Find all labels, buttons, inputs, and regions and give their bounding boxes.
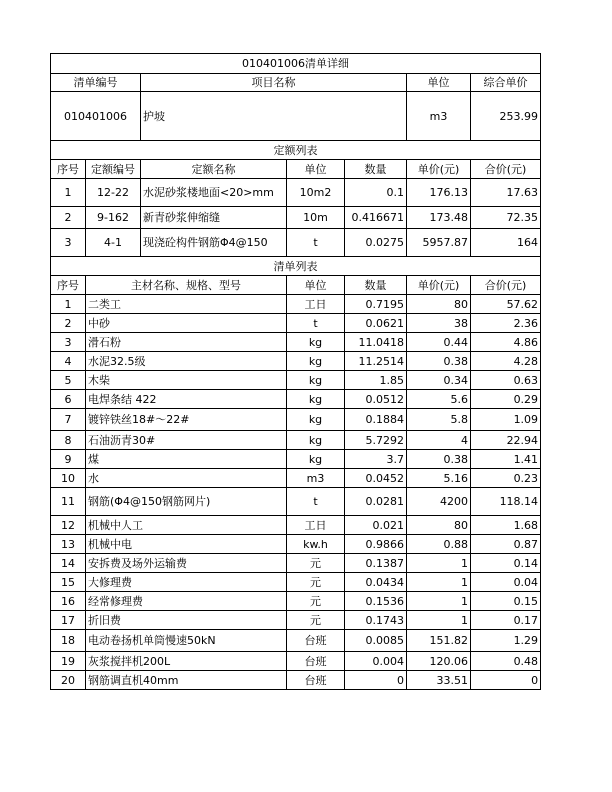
material-qty: 0.1743 bbox=[345, 611, 407, 630]
table-row bbox=[51, 592, 541, 611]
material-name: 机械中电 bbox=[86, 535, 287, 554]
material-unit: kg bbox=[287, 450, 345, 469]
material-no: 17 bbox=[51, 611, 86, 630]
quota-row: 2 9-162 新青砂浆伸缩缝 10m 0.416671 173.48 72.35 bbox=[51, 207, 541, 229]
material-name: 中砂 bbox=[86, 314, 287, 333]
material-no: 14 bbox=[51, 554, 86, 573]
material-unit: 元 bbox=[287, 611, 345, 630]
material-unit: kg bbox=[287, 409, 345, 431]
col-header-price: 综合单价 bbox=[471, 74, 541, 92]
material-no: 16 bbox=[51, 592, 86, 611]
material-qty: 5.7292 bbox=[345, 431, 407, 450]
table-row bbox=[51, 295, 541, 314]
table-row bbox=[51, 516, 541, 535]
table-row bbox=[51, 409, 541, 431]
quota-col-qty: 数量 bbox=[345, 160, 407, 179]
materials-col-qty: 数量 bbox=[345, 276, 407, 295]
material-name: 钢筋(Φ4@150钢筋网片) bbox=[86, 488, 287, 516]
material-total: 1.68 bbox=[471, 516, 541, 535]
material-unit: 工日 bbox=[287, 295, 345, 314]
material-price: 0.38 bbox=[407, 352, 471, 371]
bill-unit: m3 bbox=[407, 92, 471, 141]
material-unit: t bbox=[287, 488, 345, 516]
material-total: 0.14 bbox=[471, 554, 541, 573]
material-qty: 0.0281 bbox=[345, 488, 407, 516]
material-name: 木柴 bbox=[86, 371, 287, 390]
material-total: 0.29 bbox=[471, 390, 541, 409]
material-price: 120.06 bbox=[407, 652, 471, 671]
material-total: 0.04 bbox=[471, 573, 541, 592]
material-price: 5.8 bbox=[407, 409, 471, 431]
material-no: 6 bbox=[51, 390, 86, 409]
material-unit: kg bbox=[287, 390, 345, 409]
material-qty: 3.7 bbox=[345, 450, 407, 469]
table-row bbox=[51, 671, 541, 690]
table-row bbox=[51, 450, 541, 469]
materials-col-name: 主材名称、规格、型号 bbox=[86, 276, 287, 295]
table-row bbox=[51, 371, 541, 390]
material-qty: 0.7195 bbox=[345, 295, 407, 314]
material-name: 电动卷扬机单筒慢速50kN bbox=[86, 630, 287, 652]
material-price: 1 bbox=[407, 611, 471, 630]
bill-header-table bbox=[50, 53, 541, 141]
table-row bbox=[51, 573, 541, 592]
material-total: 0.63 bbox=[471, 371, 541, 390]
material-no: 2 bbox=[51, 314, 86, 333]
material-price: 5.6 bbox=[407, 390, 471, 409]
material-price: 4 bbox=[407, 431, 471, 450]
material-price: 0.34 bbox=[407, 371, 471, 390]
material-no: 10 bbox=[51, 469, 86, 488]
table-row bbox=[51, 535, 541, 554]
material-no: 12 bbox=[51, 516, 86, 535]
bill-code: 010401006 bbox=[51, 92, 141, 141]
material-name: 灰浆搅拌机200L bbox=[86, 652, 287, 671]
table-row bbox=[51, 431, 541, 450]
material-no: 9 bbox=[51, 450, 86, 469]
material-price: 4200 bbox=[407, 488, 471, 516]
material-price: 151.82 bbox=[407, 630, 471, 652]
material-total: 0.23 bbox=[471, 469, 541, 488]
materials-table bbox=[50, 256, 541, 690]
material-unit: 台班 bbox=[287, 652, 345, 671]
material-no: 5 bbox=[51, 371, 86, 390]
material-total: 0 bbox=[471, 671, 541, 690]
material-qty: 1.85 bbox=[345, 371, 407, 390]
material-qty: 0.0621 bbox=[345, 314, 407, 333]
materials-body bbox=[51, 295, 541, 690]
material-price: 33.51 bbox=[407, 671, 471, 690]
material-total: 57.62 bbox=[471, 295, 541, 314]
materials-section-title: 清单列表 bbox=[51, 257, 541, 276]
table-row bbox=[51, 611, 541, 630]
material-unit: kg bbox=[287, 333, 345, 352]
table-row bbox=[51, 652, 541, 671]
material-total: 118.14 bbox=[471, 488, 541, 516]
table-row bbox=[51, 469, 541, 488]
material-total: 2.36 bbox=[471, 314, 541, 333]
material-qty: 0.9866 bbox=[345, 535, 407, 554]
material-total: 4.28 bbox=[471, 352, 541, 371]
material-price: 38 bbox=[407, 314, 471, 333]
material-qty: 0.1387 bbox=[345, 554, 407, 573]
bill-name: 护坡 bbox=[141, 92, 407, 141]
quota-col-code: 定额编号 bbox=[86, 160, 141, 179]
material-no: 20 bbox=[51, 671, 86, 690]
material-total: 0.17 bbox=[471, 611, 541, 630]
table-row bbox=[51, 630, 541, 652]
material-total: 22.94 bbox=[471, 431, 541, 450]
material-unit: 台班 bbox=[287, 671, 345, 690]
material-name: 安拆费及场外运输费 bbox=[86, 554, 287, 573]
material-unit: m3 bbox=[287, 469, 345, 488]
quota-col-no: 序号 bbox=[51, 160, 86, 179]
material-name: 折旧费 bbox=[86, 611, 287, 630]
col-header-code: 清单编号 bbox=[51, 74, 141, 92]
material-name: 大修理费 bbox=[86, 573, 287, 592]
material-price: 80 bbox=[407, 516, 471, 535]
col-header-name: 项目名称 bbox=[141, 74, 407, 92]
quota-col-unit: 单位 bbox=[287, 160, 345, 179]
material-unit: 元 bbox=[287, 573, 345, 592]
material-total: 1.09 bbox=[471, 409, 541, 431]
material-unit: kw.h bbox=[287, 535, 345, 554]
quota-section-title: 定额列表 bbox=[51, 141, 541, 160]
material-unit: kg bbox=[287, 431, 345, 450]
materials-col-unit: 单位 bbox=[287, 276, 345, 295]
quota-col-name: 定额名称 bbox=[141, 160, 287, 179]
material-qty: 11.0418 bbox=[345, 333, 407, 352]
quota-col-price: 单价(元) bbox=[407, 160, 471, 179]
material-no: 15 bbox=[51, 573, 86, 592]
material-name: 钢筋调直机40mm bbox=[86, 671, 287, 690]
material-no: 11 bbox=[51, 488, 86, 516]
material-total: 1.41 bbox=[471, 450, 541, 469]
material-no: 19 bbox=[51, 652, 86, 671]
table-row bbox=[51, 333, 541, 352]
material-name: 石油沥青30# bbox=[86, 431, 287, 450]
materials-col-price: 单价(元) bbox=[407, 276, 471, 295]
material-name: 镀锌铁丝18#～22# bbox=[86, 409, 287, 431]
material-name: 电焊条结 422 bbox=[86, 390, 287, 409]
material-no: 18 bbox=[51, 630, 86, 652]
quota-table bbox=[50, 140, 541, 257]
material-unit: 元 bbox=[287, 554, 345, 573]
table-row bbox=[51, 352, 541, 371]
material-qty: 0.0434 bbox=[345, 573, 407, 592]
material-unit: 元 bbox=[287, 592, 345, 611]
material-name: 经常修理费 bbox=[86, 592, 287, 611]
material-price: 1 bbox=[407, 573, 471, 592]
material-name: 二类工 bbox=[86, 295, 287, 314]
sheet-title: 010401006清单详细 bbox=[51, 54, 541, 74]
table-row bbox=[51, 314, 541, 333]
material-price: 80 bbox=[407, 295, 471, 314]
bill-price: 253.99 bbox=[471, 92, 541, 141]
quota-col-total: 合价(元) bbox=[471, 160, 541, 179]
material-name: 水泥32.5级 bbox=[86, 352, 287, 371]
material-no: 1 bbox=[51, 295, 86, 314]
quota-row: 1 12-22 水泥砂浆楼地面<20>mm 10m2 0.1 176.13 17.63 bbox=[51, 179, 541, 207]
quota-row: 3 4-1 现浇砼构件钢筋Φ4@150 t 0.0275 5957.87 164 bbox=[51, 229, 541, 257]
material-total: 0.15 bbox=[471, 592, 541, 611]
material-no: 7 bbox=[51, 409, 86, 431]
table-row bbox=[51, 390, 541, 409]
material-total: 4.86 bbox=[471, 333, 541, 352]
material-qty: 11.2514 bbox=[345, 352, 407, 371]
material-no: 4 bbox=[51, 352, 86, 371]
table-row bbox=[51, 488, 541, 516]
material-total: 0.48 bbox=[471, 652, 541, 671]
material-price: 0.38 bbox=[407, 450, 471, 469]
material-total: 0.87 bbox=[471, 535, 541, 554]
col-header-unit: 单位 bbox=[407, 74, 471, 92]
material-no: 3 bbox=[51, 333, 86, 352]
material-qty: 0.0452 bbox=[345, 469, 407, 488]
material-name: 机械中人工 bbox=[86, 516, 287, 535]
material-qty: 0.021 bbox=[345, 516, 407, 535]
material-price: 1 bbox=[407, 592, 471, 611]
material-qty: 0.1536 bbox=[345, 592, 407, 611]
material-unit: t bbox=[287, 314, 345, 333]
material-no: 13 bbox=[51, 535, 86, 554]
materials-col-total: 合价(元) bbox=[471, 276, 541, 295]
material-qty: 0.1884 bbox=[345, 409, 407, 431]
material-price: 0.44 bbox=[407, 333, 471, 352]
material-no: 8 bbox=[51, 431, 86, 450]
material-price: 1 bbox=[407, 554, 471, 573]
material-qty: 0.004 bbox=[345, 652, 407, 671]
material-qty: 0.0512 bbox=[345, 390, 407, 409]
material-unit: kg bbox=[287, 371, 345, 390]
material-name: 滑石粉 bbox=[86, 333, 287, 352]
material-unit: 台班 bbox=[287, 630, 345, 652]
materials-col-no: 序号 bbox=[51, 276, 86, 295]
material-name: 煤 bbox=[86, 450, 287, 469]
material-unit: 工日 bbox=[287, 516, 345, 535]
material-price: 0.88 bbox=[407, 535, 471, 554]
bill-detail-sheet bbox=[50, 53, 540, 690]
material-total: 1.29 bbox=[471, 630, 541, 652]
table-row bbox=[51, 554, 541, 573]
material-price: 5.16 bbox=[407, 469, 471, 488]
material-qty: 0 bbox=[345, 671, 407, 690]
material-name: 水 bbox=[86, 469, 287, 488]
material-qty: 0.0085 bbox=[345, 630, 407, 652]
material-unit: kg bbox=[287, 352, 345, 371]
